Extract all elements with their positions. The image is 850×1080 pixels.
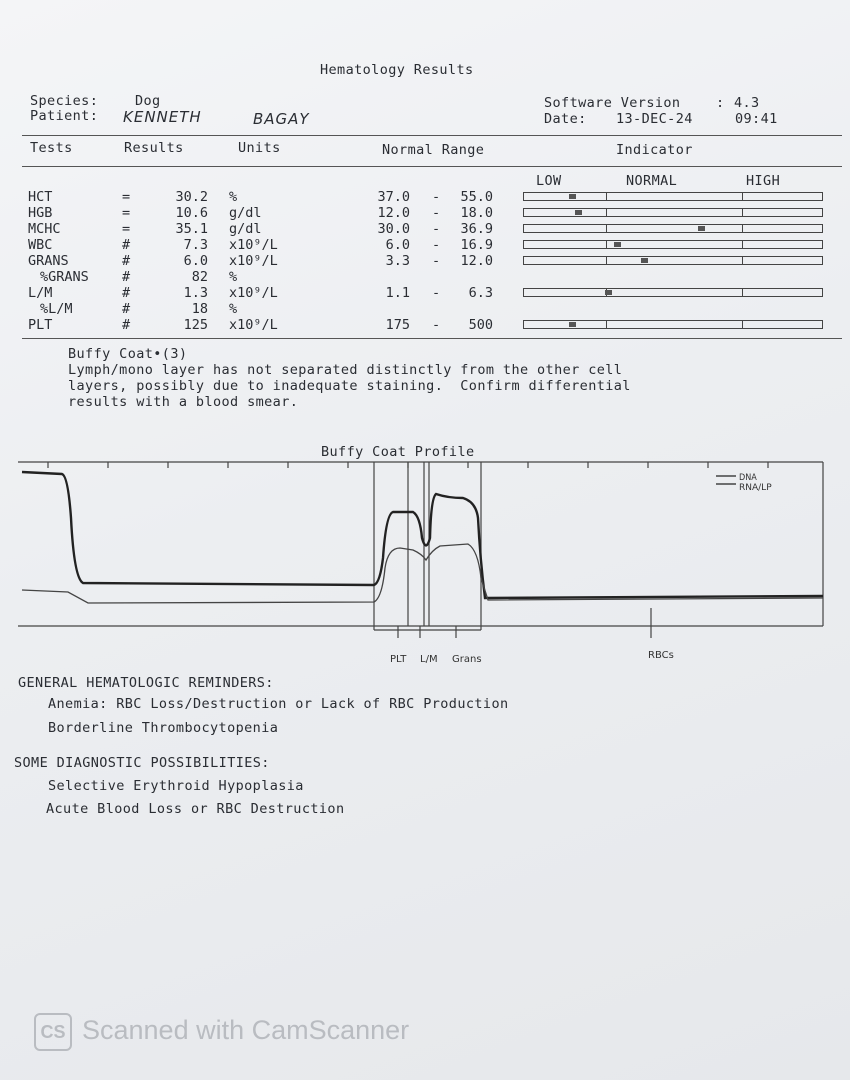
header-indicator: Indicator — [616, 142, 693, 158]
range-dash: - — [432, 285, 441, 301]
result-value: 18 — [191, 301, 208, 317]
flag: # — [122, 301, 131, 317]
legend-rna-label: RNA/LP — [739, 483, 772, 493]
test-name: GRANS — [28, 253, 69, 269]
buffy-note-line: layers, possibly due to inadequate staining. Confirm differential — [68, 378, 631, 394]
result-value: 82 — [191, 269, 208, 285]
unit: % — [229, 189, 238, 205]
range-low: 30.0 — [377, 221, 410, 237]
result-row — [8, 253, 850, 269]
time-value: 09:41 — [735, 111, 778, 127]
legend-dna-label: DNA — [739, 473, 757, 483]
flag: = — [122, 205, 131, 221]
test-name: WBC — [28, 237, 53, 253]
unit: g/dl — [229, 205, 262, 221]
range-dash: - — [432, 253, 441, 269]
range-dash: - — [432, 189, 441, 205]
indicator-marker — [698, 226, 705, 231]
possibility-item: Acute Blood Loss or RBC Destruction — [46, 801, 345, 817]
divider — [22, 166, 842, 167]
range-low: 3.3 — [385, 253, 410, 269]
indicator-low-label: LOW — [536, 173, 562, 189]
indicator-bar — [523, 224, 823, 233]
result-row — [8, 269, 850, 285]
header-units: Units — [238, 140, 281, 156]
buffy-note-line: results with a blood smear. — [68, 394, 299, 410]
result-row — [8, 205, 850, 221]
range-low: 6.0 — [385, 237, 410, 253]
range-low: 12.0 — [377, 205, 410, 221]
species-value: Dog — [135, 93, 161, 109]
indicator-bar — [523, 288, 823, 297]
range-dash: - — [432, 317, 441, 333]
flag: = — [122, 221, 131, 237]
reminder-item: Anemia: RBC Loss/Destruction or Lack of RBC Production — [48, 696, 509, 712]
region-label-rbcs: RBCs — [648, 650, 674, 661]
flag: # — [122, 285, 131, 301]
result-row — [8, 237, 850, 253]
species-label: Species: — [30, 93, 99, 109]
range-high: 36.9 — [460, 221, 493, 237]
rna-lp-series-line — [22, 544, 823, 603]
indicator-bar — [523, 208, 823, 217]
result-value: 10.6 — [175, 205, 208, 221]
camscanner-logo: CS — [34, 1013, 72, 1051]
range-high: 16.9 — [460, 237, 493, 253]
indicator-bar — [523, 240, 823, 249]
result-row — [8, 317, 850, 333]
header-results: Results — [124, 140, 184, 156]
indicator-marker — [605, 290, 612, 295]
header-normal-range: Normal Range — [382, 142, 485, 158]
range-high: 500 — [468, 317, 493, 333]
test-name: MCHC — [28, 221, 61, 237]
camscanner-watermark — [34, 1013, 409, 1051]
buffy-coat-chart — [8, 458, 842, 668]
result-value: 6.0 — [183, 253, 208, 269]
range-dash: - — [432, 205, 441, 221]
flag: # — [122, 237, 131, 253]
range-high: 6.3 — [468, 285, 493, 301]
unit: % — [229, 269, 238, 285]
header-tests: Tests — [30, 140, 73, 156]
indicator-bar — [523, 320, 823, 329]
chart-title: Buffy Coat Profile — [321, 444, 475, 460]
range-high: 18.0 — [460, 205, 493, 221]
indicator-marker — [569, 322, 576, 327]
unit: x10⁹/L — [229, 237, 278, 253]
report-sheet — [8, 0, 850, 1080]
test-name: %GRANS — [40, 269, 89, 285]
software-label: Software Version — [544, 95, 681, 111]
indicator-bar — [523, 192, 823, 201]
date-label: Date: — [544, 111, 587, 127]
patient-first-name: KENNETH — [123, 108, 202, 126]
indicator-marker — [614, 242, 621, 247]
test-name: L/M — [28, 285, 53, 301]
indicator-normal-label: NORMAL — [626, 173, 678, 189]
test-name: PLT — [28, 317, 53, 333]
flag: # — [122, 317, 131, 333]
flag: = — [122, 189, 131, 205]
buffy-note-line: Lymph/mono layer has not separated distinctly from the other cell — [68, 362, 623, 378]
range-high: 55.0 — [460, 189, 493, 205]
result-row — [8, 285, 850, 301]
report-title: Hematology Results — [320, 62, 474, 78]
indicator-high-label: HIGH — [746, 173, 781, 189]
range-high: 12.0 — [460, 253, 493, 269]
unit: x10⁹/L — [229, 253, 278, 269]
possibility-item: Selective Erythroid Hypoplasia — [48, 778, 304, 794]
watermark-text: Scanned with CamScanner — [82, 1015, 410, 1046]
range-low: 175 — [385, 317, 410, 333]
software-version: 4.3 — [734, 95, 760, 111]
test-name: HCT — [28, 189, 53, 205]
unit: g/dl — [229, 221, 262, 237]
possibilities-heading: SOME DIAGNOSTIC POSSIBILITIES: — [14, 755, 270, 771]
region-label-lm: L/M — [420, 654, 438, 665]
range-low: 1.1 — [385, 285, 410, 301]
result-value: 35.1 — [175, 221, 208, 237]
indicator-marker — [641, 258, 648, 263]
flag: # — [122, 269, 131, 285]
divider — [22, 338, 842, 339]
range-dash: - — [432, 221, 441, 237]
indicator-marker — [569, 194, 576, 199]
region-label-grans: Grans — [452, 654, 482, 665]
patient-label: Patient: — [30, 108, 99, 124]
result-value: 125 — [183, 317, 208, 333]
range-dash: - — [432, 237, 441, 253]
dna-series-line — [22, 472, 823, 598]
result-value: 1.3 — [183, 285, 208, 301]
reminders-heading: GENERAL HEMATOLOGIC REMINDERS: — [18, 675, 274, 691]
unit: % — [229, 301, 238, 317]
range-low: 37.0 — [377, 189, 410, 205]
divider — [22, 135, 842, 136]
test-name: HGB — [28, 205, 53, 221]
indicator-marker — [575, 210, 582, 215]
patient-last-name: BAGAY — [253, 110, 310, 128]
result-row — [8, 189, 850, 205]
unit: x10⁹/L — [229, 285, 278, 301]
date-value: 13-DEC-24 — [616, 111, 693, 127]
software-sep: : — [716, 95, 725, 111]
reminder-item: Borderline Thrombocytopenia — [48, 720, 279, 736]
result-value: 30.2 — [175, 189, 208, 205]
result-value: 7.3 — [183, 237, 208, 253]
region-label-plt: PLT — [390, 654, 407, 665]
buffy-note-heading: Buffy Coat•(3) — [68, 346, 188, 362]
unit: x10⁹/L — [229, 317, 278, 333]
indicator-bar — [523, 256, 823, 265]
result-row — [8, 221, 850, 237]
flag: # — [122, 253, 131, 269]
result-row — [8, 301, 850, 317]
test-name: %L/M — [40, 301, 73, 317]
